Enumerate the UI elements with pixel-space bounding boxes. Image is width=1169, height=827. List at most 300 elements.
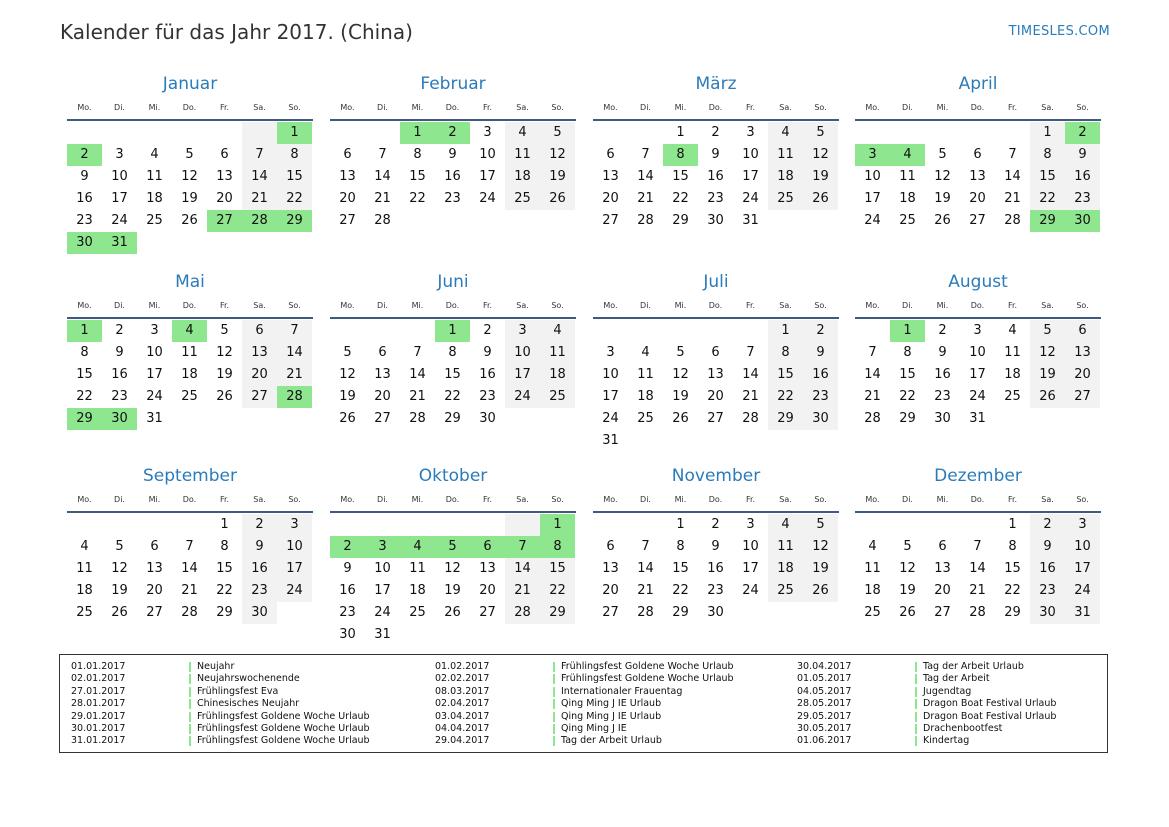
- legend-date: 01.06.2017: [797, 735, 852, 747]
- day-cell: 5: [1030, 320, 1065, 342]
- day-cell: 21: [637, 191, 654, 206]
- weekday-header: [330, 301, 576, 315]
- legend-row: [435, 698, 775, 710]
- legend-row: [71, 723, 411, 735]
- legend-row: [435, 686, 775, 698]
- weekday-header: [330, 495, 576, 509]
- day-cell: 17: [969, 367, 986, 382]
- weekday-header: [67, 495, 313, 509]
- day-cell: 12: [181, 169, 198, 184]
- day-cell: 16: [444, 169, 461, 184]
- day-cell: 12: [899, 561, 916, 576]
- day-cell: 18: [505, 166, 540, 188]
- day-cell: 3: [606, 345, 615, 360]
- legend-row: [435, 735, 775, 747]
- legend-color-marker: [189, 662, 191, 672]
- day-cell: 13: [602, 169, 619, 184]
- day-cell: 4: [768, 514, 803, 536]
- weekday-label: Do.: [970, 103, 985, 112]
- weekday-label: Mi.: [936, 103, 949, 112]
- day-cell: 12: [339, 367, 356, 382]
- day-cell: 20: [602, 583, 619, 598]
- day-cell: 2: [242, 514, 277, 536]
- day-cell: 7: [242, 144, 277, 166]
- holiday-day-cell: 30: [67, 232, 102, 254]
- legend-date: 29.01.2017: [71, 710, 126, 722]
- day-cell: 6: [711, 345, 720, 360]
- day-cell: 12: [540, 144, 575, 166]
- day-cell: 19: [339, 389, 356, 404]
- day-cell: 16: [1030, 558, 1065, 580]
- legend-color-marker: [915, 736, 917, 746]
- day-cell: 11: [409, 561, 426, 576]
- legend-holiday-name: Neujahr: [197, 661, 235, 672]
- weekday-header: [593, 495, 839, 509]
- day-cell: 31: [146, 411, 163, 426]
- weekday-label: Mo.: [603, 301, 618, 310]
- day-cell: 11: [768, 144, 803, 166]
- day-cell: 21: [969, 583, 986, 598]
- day-cell: 19: [111, 583, 128, 598]
- weekday-label: Mi.: [148, 301, 161, 310]
- day-cell: 6: [973, 147, 982, 162]
- day-cell: 1: [1030, 122, 1065, 144]
- day-cell: 10: [146, 345, 163, 360]
- day-cell: 22: [672, 191, 689, 206]
- day-cell: 5: [676, 345, 685, 360]
- day-cell: 29: [672, 605, 689, 620]
- weekday-label: Fr.: [219, 301, 230, 310]
- day-cell: 14: [637, 169, 654, 184]
- weekday-label: Fr.: [745, 103, 756, 112]
- holiday-day-cell: 31: [102, 232, 137, 254]
- legend-holiday-name: Frühlingsfest Goldene Woche Urlaub: [561, 673, 734, 685]
- day-cell: 16: [803, 364, 838, 386]
- day-cell: 25: [146, 213, 163, 228]
- legend-holiday-name: Tag der Arbeit Urlaub: [561, 735, 662, 747]
- day-cell: 26: [540, 188, 575, 210]
- day-cell: 23: [339, 605, 356, 620]
- day-cell: 21: [409, 389, 426, 404]
- legend-date: 30.01.2017: [71, 723, 126, 734]
- day-cell: 29: [444, 411, 461, 426]
- holiday-day-cell: 28: [242, 210, 277, 232]
- weekday-label: Di.: [114, 103, 125, 112]
- day-cell: 27: [969, 213, 986, 228]
- weekday-label: Mo.: [603, 495, 618, 504]
- day-cell: 21: [242, 188, 277, 210]
- holiday-legend: [59, 654, 1108, 753]
- day-cell: 24: [602, 411, 619, 426]
- weekday-label: So.: [288, 301, 301, 310]
- weekday-label: Mo.: [865, 301, 880, 310]
- weekday-label: Di.: [377, 103, 388, 112]
- day-cell: 13: [969, 169, 986, 184]
- legend-row: [435, 661, 775, 673]
- holiday-day-cell: 1: [67, 320, 102, 342]
- day-cell: 23: [444, 191, 461, 206]
- day-cell: 8: [413, 147, 422, 162]
- day-cell: 4: [768, 122, 803, 144]
- day-cell: 24: [111, 213, 128, 228]
- day-cell: 25: [768, 188, 803, 210]
- legend-date: 28.01.2017: [71, 698, 126, 710]
- day-cell: 6: [606, 147, 615, 162]
- weekday-label: Di.: [902, 495, 913, 504]
- day-cell: 31: [374, 627, 391, 642]
- weekday-label: So.: [551, 495, 564, 504]
- weekday-label: Mi.: [936, 301, 949, 310]
- day-cell: 4: [540, 320, 575, 342]
- day-cell: 19: [803, 558, 838, 580]
- day-cell: 11: [768, 536, 803, 558]
- day-cell: 9: [343, 561, 352, 576]
- day-cell: 14: [181, 561, 198, 576]
- day-cell: 28: [409, 411, 426, 426]
- weekday-label: So.: [814, 103, 827, 112]
- day-cell: 4: [150, 147, 159, 162]
- day-cell: 10: [505, 342, 540, 364]
- legend-holiday-name: Dragon Boat Festival Urlaub: [923, 710, 1057, 722]
- weekday-label: Mo.: [77, 103, 92, 112]
- month-name: September: [143, 466, 237, 486]
- legend-holiday-name: Tag der Arbeit: [923, 673, 990, 685]
- legend-row: [71, 698, 411, 710]
- header-rule: [593, 511, 839, 513]
- day-cell: 9: [80, 169, 89, 184]
- weekday-label: Mo.: [340, 103, 355, 112]
- month-name: April: [958, 74, 998, 94]
- day-cell: 21: [277, 364, 312, 386]
- day-cell: 22: [672, 583, 689, 598]
- legend-date: 04.04.2017: [435, 723, 490, 734]
- day-cell: 14: [742, 367, 759, 382]
- legend-color-marker: [189, 699, 191, 709]
- day-cell: 28: [181, 605, 198, 620]
- legend-holiday-name: Tag der Arbeit Urlaub: [923, 661, 1024, 672]
- month-name: Juni: [437, 272, 469, 292]
- holiday-day-cell: 8: [663, 144, 698, 166]
- day-cell: 8: [676, 539, 685, 554]
- day-cell: 31: [969, 411, 986, 426]
- brand-link[interactable]: TIMESLES.COM: [1008, 24, 1110, 39]
- day-cell: 17: [479, 169, 496, 184]
- header-rule: [593, 317, 839, 319]
- day-cell: 27: [602, 213, 619, 228]
- weekday-label: Do.: [708, 495, 723, 504]
- header-rule: [67, 119, 313, 121]
- day-cell: 17: [742, 169, 759, 184]
- legend-color-marker: [553, 736, 555, 746]
- weekday-label: Mo.: [865, 103, 880, 112]
- weekday-label: Di.: [640, 301, 651, 310]
- legend-holiday-name: Frühlingsfest Goldene Woche Urlaub: [561, 661, 734, 672]
- day-cell: 6: [150, 539, 159, 554]
- day-cell: 2: [115, 323, 124, 338]
- holiday-day-cell: 2: [435, 122, 470, 144]
- day-cell: 22: [444, 389, 461, 404]
- holiday-day-cell: 27: [207, 210, 242, 232]
- day-cell: 11: [76, 561, 93, 576]
- day-cell: 18: [181, 367, 198, 382]
- holiday-day-cell: 1: [540, 514, 575, 536]
- legend-color-marker: [553, 699, 555, 709]
- month-name: Dezember: [934, 466, 1022, 486]
- day-cell: 27: [1065, 386, 1100, 408]
- day-cell: 28: [1004, 213, 1021, 228]
- header-rule: [67, 511, 313, 513]
- weekday-label: Mi.: [674, 103, 687, 112]
- day-cell: 7: [973, 539, 982, 554]
- day-cell: 23: [111, 389, 128, 404]
- day-cell: 18: [768, 166, 803, 188]
- header-rule: [330, 317, 576, 319]
- legend-row: [435, 723, 775, 735]
- legend-date: 02.01.2017: [71, 673, 126, 685]
- day-cell: 22: [409, 191, 426, 206]
- day-cell: 24: [742, 583, 759, 598]
- day-cell: 31: [742, 213, 759, 228]
- day-cell: 3: [746, 517, 755, 532]
- legend-color-marker: [553, 674, 555, 684]
- day-cell: 18: [637, 389, 654, 404]
- day-cell: 18: [76, 583, 93, 598]
- day-cell: 22: [277, 188, 312, 210]
- day-cell: 22: [1004, 583, 1021, 598]
- month-name: Juli: [703, 272, 729, 292]
- weekday-label: Mi.: [674, 495, 687, 504]
- day-cell: 24: [1065, 580, 1100, 602]
- day-cell: 12: [672, 367, 689, 382]
- weekday-label: Di.: [902, 103, 913, 112]
- day-cell: 11: [1004, 345, 1021, 360]
- day-cell: 14: [637, 561, 654, 576]
- day-cell: 15: [768, 364, 803, 386]
- holiday-day-cell: 7: [505, 536, 540, 558]
- day-cell: 20: [1065, 364, 1100, 386]
- weekday-label: Di.: [377, 495, 388, 504]
- month-name: Mai: [175, 272, 205, 292]
- day-cell: 10: [1065, 536, 1100, 558]
- day-cell: 10: [969, 345, 986, 360]
- holiday-day-cell: 4: [890, 144, 925, 166]
- day-cell: 24: [864, 213, 881, 228]
- day-cell: 20: [339, 191, 356, 206]
- day-cell: 25: [181, 389, 198, 404]
- day-cell: 10: [111, 169, 128, 184]
- month-name: November: [671, 466, 761, 486]
- holiday-day-cell: 30: [1065, 210, 1100, 232]
- day-cell: 6: [378, 345, 387, 360]
- legend-date: 29.05.2017: [797, 710, 852, 722]
- holiday-day-cell: 29: [67, 408, 102, 430]
- day-cell: 13: [242, 342, 277, 364]
- day-cell: 12: [1030, 342, 1065, 364]
- legend-row: [71, 686, 411, 698]
- day-cell: 30: [339, 627, 356, 642]
- day-cell: 23: [1065, 188, 1100, 210]
- day-cell: 6: [938, 539, 947, 554]
- legend-row: [797, 686, 1137, 698]
- weekday-label: Fr.: [482, 103, 493, 112]
- day-cell: 3: [277, 514, 312, 536]
- day-cell: 29: [216, 605, 233, 620]
- holiday-day-cell: 2: [67, 144, 102, 166]
- day-cell: 15: [216, 561, 233, 576]
- month-name: Oktober: [418, 466, 488, 486]
- legend-row: [797, 711, 1137, 723]
- day-cell: 17: [277, 558, 312, 580]
- day-cell: 24: [742, 191, 759, 206]
- day-cell: 27: [242, 386, 277, 408]
- weekday-header: [593, 301, 839, 315]
- day-cell: 17: [146, 367, 163, 382]
- weekday-label: Mi.: [411, 103, 424, 112]
- day-cell: 23: [1030, 580, 1065, 602]
- day-cell: 10: [742, 539, 759, 554]
- day-cell: 13: [339, 169, 356, 184]
- legend-holiday-name: Chinesisches Neujahr: [197, 698, 300, 710]
- day-cell: 30: [934, 411, 951, 426]
- day-cell: 26: [181, 213, 198, 228]
- day-cell: 29: [540, 602, 575, 624]
- day-cell: 9: [803, 342, 838, 364]
- day-cell: 11: [864, 561, 881, 576]
- holiday-day-cell: 8: [540, 536, 575, 558]
- legend-row: [71, 661, 411, 673]
- weekday-label: Mi.: [674, 301, 687, 310]
- month-name: August: [948, 272, 1008, 292]
- weekend-empty-cell: [242, 122, 277, 144]
- day-cell: 24: [505, 386, 540, 408]
- day-cell: 27: [479, 605, 496, 620]
- legend-date: 27.01.2017: [71, 685, 126, 697]
- legend-date: 04.05.2017: [797, 685, 852, 697]
- weekday-label: Mo.: [340, 301, 355, 310]
- header-rule: [855, 317, 1101, 319]
- weekday-label: Mi.: [936, 495, 949, 504]
- day-cell: 9: [1065, 144, 1100, 166]
- day-cell: 5: [903, 539, 912, 554]
- day-cell: 11: [181, 345, 198, 360]
- day-cell: 19: [899, 583, 916, 598]
- day-cell: 23: [803, 386, 838, 408]
- day-cell: 18: [146, 191, 163, 206]
- weekday-label: Fr.: [745, 495, 756, 504]
- day-cell: 6: [343, 147, 352, 162]
- weekday-label: Sa.: [253, 301, 266, 310]
- weekday-label: Sa.: [516, 301, 529, 310]
- day-cell: 13: [602, 561, 619, 576]
- day-cell: 9: [938, 345, 947, 360]
- legend-holiday-name: Neujahrswochenende: [197, 673, 300, 685]
- holiday-day-cell: 1: [400, 122, 435, 144]
- weekday-header: [855, 495, 1101, 509]
- legend-date: 08.03.2017: [435, 685, 490, 697]
- legend-color-marker: [915, 699, 917, 709]
- weekday-label: Di.: [640, 103, 651, 112]
- day-cell: 16: [339, 583, 356, 598]
- day-cell: 29: [768, 408, 803, 430]
- day-cell: 30: [1030, 602, 1065, 624]
- weekday-label: Mo.: [77, 495, 92, 504]
- day-cell: 8: [80, 345, 89, 360]
- day-cell: 8: [903, 345, 912, 360]
- day-cell: 5: [185, 147, 194, 162]
- day-cell: 9: [448, 147, 457, 162]
- day-cell: 22: [540, 580, 575, 602]
- day-cell: 23: [242, 580, 277, 602]
- day-cell: 25: [409, 605, 426, 620]
- day-cell: 26: [111, 605, 128, 620]
- holiday-day-cell: 1: [435, 320, 470, 342]
- weekday-label: Sa.: [779, 495, 792, 504]
- legend-holiday-name: Qing Ming J IE Urlaub: [561, 698, 662, 710]
- weekday-label: Sa.: [253, 495, 266, 504]
- day-cell: 11: [637, 367, 654, 382]
- day-cell: 9: [115, 345, 124, 360]
- holiday-day-cell: 28: [277, 386, 312, 408]
- legend-color-marker: [915, 712, 917, 722]
- month-name: März: [695, 74, 737, 94]
- day-cell: 2: [711, 517, 720, 532]
- day-cell: 7: [746, 345, 755, 360]
- day-cell: 30: [707, 213, 724, 228]
- header-rule: [330, 511, 576, 513]
- weekday-label: So.: [814, 495, 827, 504]
- legend-holiday-name: Kindertag: [923, 735, 970, 747]
- day-cell: 16: [479, 367, 496, 382]
- legend-color-marker: [915, 724, 917, 734]
- day-cell: 19: [540, 166, 575, 188]
- day-cell: 12: [803, 536, 838, 558]
- day-cell: 25: [1004, 389, 1021, 404]
- day-cell: 27: [602, 605, 619, 620]
- day-cell: 14: [374, 169, 391, 184]
- weekday-label: Do.: [445, 301, 460, 310]
- day-cell: 13: [934, 561, 951, 576]
- day-cell: 27: [339, 213, 356, 228]
- day-cell: 18: [540, 364, 575, 386]
- day-cell: 22: [216, 583, 233, 598]
- legend-date: 03.04.2017: [435, 710, 490, 722]
- day-cell: 6: [242, 320, 277, 342]
- day-cell: 15: [899, 367, 916, 382]
- legend-row: [797, 673, 1137, 685]
- day-cell: 15: [540, 558, 575, 580]
- day-cell: 17: [602, 389, 619, 404]
- day-cell: 2: [711, 125, 720, 140]
- day-cell: 3: [746, 125, 755, 140]
- day-cell: 10: [277, 536, 312, 558]
- day-cell: 26: [899, 605, 916, 620]
- day-cell: 14: [242, 166, 277, 188]
- weekday-label: Do.: [445, 495, 460, 504]
- header-rule: [67, 317, 313, 319]
- legend-color-marker: [553, 724, 555, 734]
- holiday-day-cell: 4: [172, 320, 207, 342]
- weekday-label: Di.: [114, 495, 125, 504]
- day-cell: 31: [1065, 602, 1100, 624]
- day-cell: 13: [374, 367, 391, 382]
- day-cell: 6: [220, 147, 229, 162]
- day-cell: 10: [742, 147, 759, 162]
- weekday-label: Sa.: [1041, 103, 1054, 112]
- day-cell: 1: [768, 320, 803, 342]
- day-cell: 11: [505, 144, 540, 166]
- weekday-label: Do.: [182, 495, 197, 504]
- day-cell: 3: [973, 323, 982, 338]
